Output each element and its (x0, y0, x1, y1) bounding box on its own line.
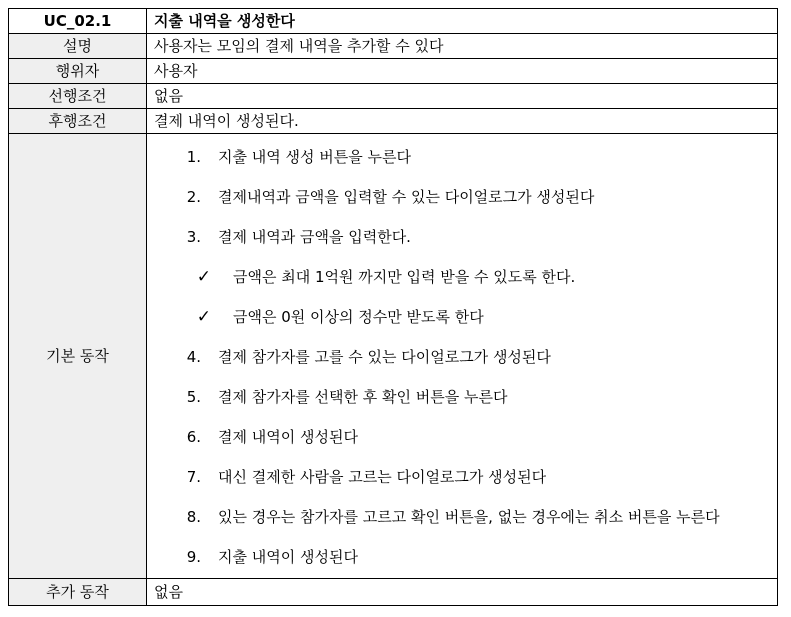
step-number: 2. (186, 188, 201, 206)
use-case-title: 지출 내역을 생성한다 (147, 9, 778, 34)
step-number: 7. (186, 468, 201, 486)
postcondition-row (9, 109, 778, 134)
step-text: 지출 내역이 생성된다 (218, 548, 358, 566)
step-item (147, 137, 777, 177)
actor-label: 행위자 (9, 59, 147, 84)
step-item (147, 497, 777, 537)
step-text: 결제내역과 금액을 입력할 수 있는 다이얼로그가 생성된다 (218, 188, 595, 206)
additional-flow-row (9, 579, 778, 606)
step-item (147, 417, 777, 457)
header-row (9, 9, 778, 34)
step-number: 6. (186, 428, 201, 446)
step-text: 지출 내역 생성 버튼을 누른다 (218, 148, 411, 166)
basic-flow-label: 기본 동작 (9, 134, 147, 579)
step-number: 5. (186, 388, 201, 406)
step-item (147, 217, 777, 257)
basic-flow-row (9, 134, 778, 579)
step-number: 4. (186, 348, 201, 366)
precondition-label: 선행조건 (9, 84, 147, 109)
additional-flow-value: 없음 (147, 579, 778, 606)
description-label: 설명 (9, 34, 147, 59)
precondition-row (9, 84, 778, 109)
step-text: 결제 참가자를 선택한 후 확인 버튼을 누른다 (218, 388, 508, 406)
actor-value: 사용자 (147, 59, 778, 84)
step-number: 9. (186, 548, 201, 566)
postcondition-value: 결제 내역이 생성된다. (147, 109, 778, 134)
step-number: 8. (186, 508, 201, 526)
description-row (9, 34, 778, 59)
step-item (147, 257, 777, 297)
step-item (147, 337, 777, 377)
step-number: 3. (186, 228, 201, 246)
precondition-value: 없음 (147, 84, 778, 109)
actor-row (9, 59, 778, 84)
postcondition-label: 후행조건 (9, 109, 147, 134)
step-text: 대신 결제한 사람을 고르는 다이얼로그가 생성된다 (218, 468, 547, 486)
step-text: 결제 내역이 생성된다 (218, 428, 358, 446)
checkmark-icon: ✓ (196, 267, 211, 287)
step-item (147, 537, 777, 577)
checkmark-icon: ✓ (196, 307, 211, 327)
step-item (147, 177, 777, 217)
step-item (147, 457, 777, 497)
step-text: 결제 내역과 금액을 입력한다. (218, 228, 411, 246)
use-case-id: UC_02.1 (9, 9, 147, 34)
step-number: 1. (186, 148, 201, 166)
step-text: 금액은 최대 1억원 까지만 입력 받을 수 있도록 한다. (233, 268, 576, 286)
step-text: 결제 참가자를 고를 수 있는 다이얼로그가 생성된다 (218, 348, 551, 366)
steps-list (147, 134, 777, 577)
description-value: 사용자는 모임의 결제 내역을 추가할 수 있다 (147, 34, 778, 59)
step-text: 금액은 0원 이상의 정수만 받도록 한다 (233, 308, 484, 326)
step-item (147, 297, 777, 337)
additional-flow-label: 추가 동작 (9, 579, 147, 606)
step-item (147, 377, 777, 417)
basic-flow-steps (147, 134, 778, 579)
use-case-table (8, 8, 778, 606)
step-text: 있는 경우는 참가자를 고르고 확인 버튼을, 없는 경우에는 취소 버튼을 누른다 (218, 508, 720, 526)
